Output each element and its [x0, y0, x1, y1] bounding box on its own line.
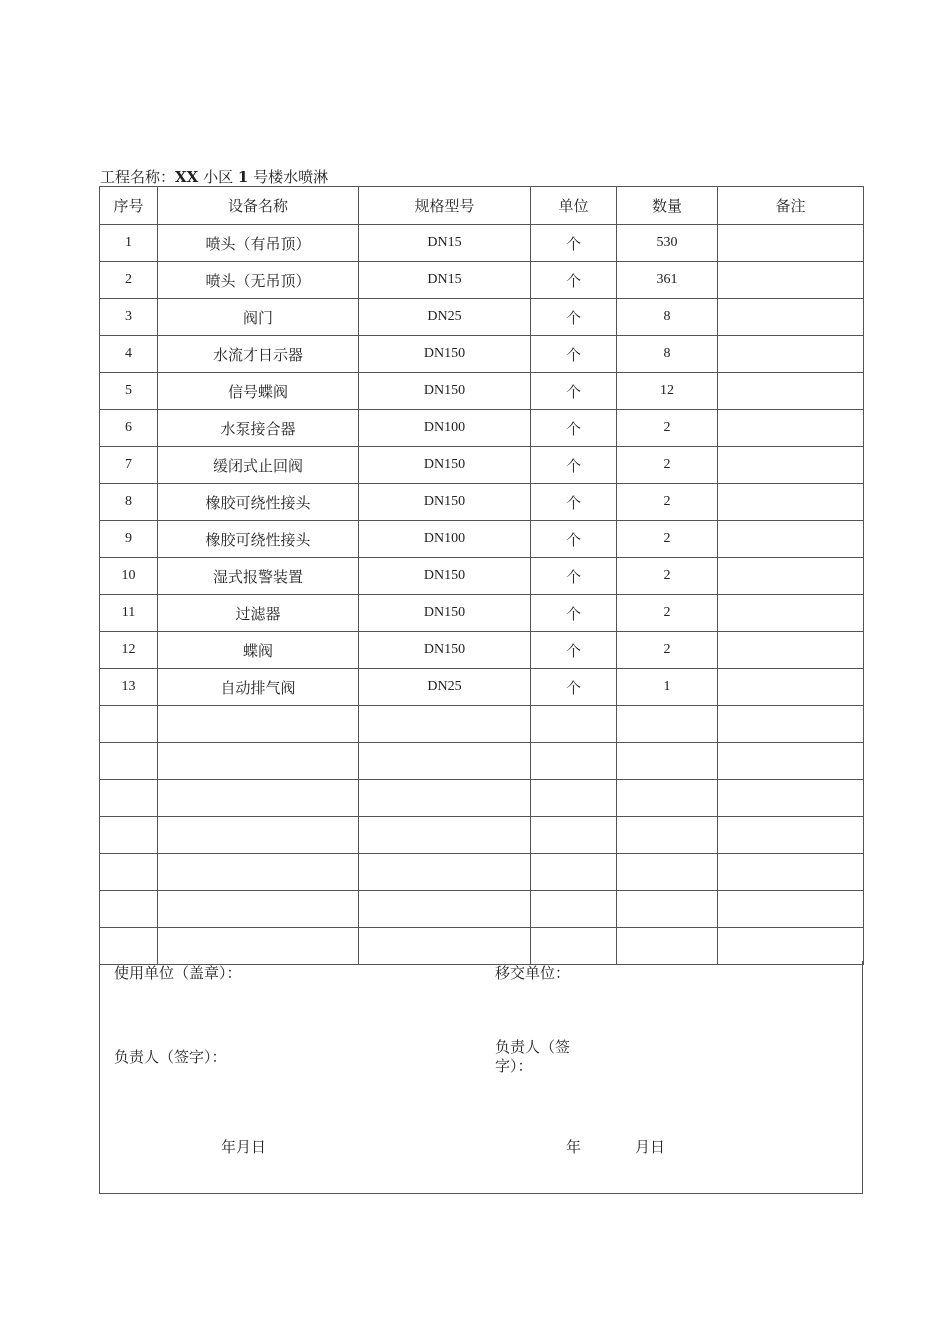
user-unit-label: 使用单位（盖章）： [114, 964, 242, 982]
table-row [100, 558, 864, 595]
unit-cell: 个 [531, 484, 617, 521]
row-number-cell: 9 [100, 521, 158, 558]
table-row [100, 225, 864, 262]
unit-cell [531, 706, 617, 743]
row-number-cell: 10 [100, 558, 158, 595]
table-row [100, 817, 864, 854]
spec-model-cell [359, 854, 531, 891]
spec-model-cell [359, 928, 531, 965]
table-row [100, 780, 864, 817]
row-number-cell [100, 928, 158, 965]
row-number-cell [100, 854, 158, 891]
table-row [100, 595, 864, 632]
remark-cell [718, 262, 864, 299]
table-header-row [100, 187, 864, 225]
remark-cell [718, 817, 864, 854]
quantity-cell [617, 706, 718, 743]
row-number-cell: 3 [100, 299, 158, 336]
table-row [100, 484, 864, 521]
table-row [100, 854, 864, 891]
remark-cell [718, 373, 864, 410]
row-number-cell: 11 [100, 595, 158, 632]
remark-cell [718, 558, 864, 595]
row-number-cell: 4 [100, 336, 158, 373]
row-number-cell [100, 743, 158, 780]
quantity-cell: 2 [617, 595, 718, 632]
unit-cell [531, 817, 617, 854]
quantity-cell [617, 891, 718, 928]
equipment-name-cell: 蝶阀 [158, 632, 359, 669]
equipment-name-cell [158, 891, 359, 928]
unit-cell [531, 928, 617, 965]
project-name-prefix: XX [175, 168, 199, 186]
project-label: 工程名称： [100, 168, 176, 186]
table-row [100, 447, 864, 484]
equipment-name-cell: 喷头（无吊顶） [158, 262, 359, 299]
table-row [100, 743, 864, 780]
unit-cell [531, 854, 617, 891]
date-right-month-day: 月日 [635, 1138, 666, 1156]
spec-model-cell [359, 706, 531, 743]
table-row [100, 410, 864, 447]
project-name-area: 小区 [203, 168, 234, 186]
spec-model-cell: DN25 [359, 299, 531, 336]
row-number-cell [100, 817, 158, 854]
equipment-name-cell [158, 743, 359, 780]
unit-cell: 个 [531, 521, 617, 558]
spec-model-cell: DN150 [359, 595, 531, 632]
unit-cell: 个 [531, 410, 617, 447]
spec-model-cell [359, 780, 531, 817]
quantity-cell: 2 [617, 484, 718, 521]
table-row [100, 706, 864, 743]
quantity-cell: 2 [617, 410, 718, 447]
equipment-name-cell: 自动排气阀 [158, 669, 359, 706]
row-number-cell: 1 [100, 225, 158, 262]
equipment-name-cell: 信号蝶阀 [158, 373, 359, 410]
row-number-cell: 13 [100, 669, 158, 706]
remark-cell [718, 521, 864, 558]
spec-model-cell: DN150 [359, 632, 531, 669]
header-cell: 单位 [531, 187, 617, 225]
spec-model-cell: DN15 [359, 225, 531, 262]
remark-cell [718, 706, 864, 743]
quantity-cell [617, 817, 718, 854]
unit-cell: 个 [531, 262, 617, 299]
spec-model-cell: DN150 [359, 447, 531, 484]
quantity-cell: 2 [617, 521, 718, 558]
quantity-cell [617, 854, 718, 891]
signature-section [99, 961, 863, 1194]
spec-model-cell: DN100 [359, 410, 531, 447]
spec-model-cell [359, 817, 531, 854]
header-cell: 备注 [718, 187, 864, 225]
project-name-suffix: 号楼水喷淋 [253, 168, 329, 186]
quantity-cell: 12 [617, 373, 718, 410]
remark-cell [718, 484, 864, 521]
unit-cell [531, 743, 617, 780]
unit-cell: 个 [531, 558, 617, 595]
spec-model-cell: DN150 [359, 484, 531, 521]
row-number-cell: 8 [100, 484, 158, 521]
row-number-cell: 7 [100, 447, 158, 484]
quantity-cell: 530 [617, 225, 718, 262]
responsible-right-label [495, 1038, 570, 1076]
responsible-left-label: 负责人（签字）： [114, 1048, 227, 1066]
quantity-cell: 8 [617, 299, 718, 336]
responsible-right-line2: 字）： [495, 1057, 533, 1075]
responsible-right-line1: 负责人（签 [495, 1038, 571, 1056]
quantity-cell: 361 [617, 262, 718, 299]
equipment-name-cell [158, 780, 359, 817]
remark-cell [718, 336, 864, 373]
header-cell: 序号 [100, 187, 158, 225]
remark-cell [718, 854, 864, 891]
equipment-name-cell [158, 706, 359, 743]
remark-cell [718, 928, 864, 965]
equipment-name-cell: 过滤器 [158, 595, 359, 632]
quantity-cell: 2 [617, 558, 718, 595]
unit-cell [531, 891, 617, 928]
row-number-cell: 12 [100, 632, 158, 669]
row-number-cell: 5 [100, 373, 158, 410]
equipment-name-cell [158, 854, 359, 891]
quantity-cell [617, 928, 718, 965]
spec-model-cell: DN15 [359, 262, 531, 299]
equipment-name-cell: 缓闭式止回阀 [158, 447, 359, 484]
row-number-cell [100, 891, 158, 928]
quantity-cell: 2 [617, 632, 718, 669]
remark-cell [718, 669, 864, 706]
remark-cell [718, 891, 864, 928]
table-row [100, 669, 864, 706]
quantity-cell [617, 743, 718, 780]
equipment-name-cell: 水泵接合器 [158, 410, 359, 447]
quantity-cell: 8 [617, 336, 718, 373]
table-row [100, 891, 864, 928]
equipment-name-cell: 水流才日示器 [158, 336, 359, 373]
remark-cell [718, 632, 864, 669]
spec-model-cell [359, 891, 531, 928]
remark-cell [718, 299, 864, 336]
quantity-cell: 1 [617, 669, 718, 706]
header-cell: 规格型号 [359, 187, 531, 225]
equipment-name-cell: 阀门 [158, 299, 359, 336]
row-number-cell [100, 706, 158, 743]
remark-cell [718, 410, 864, 447]
project-name-number: 1 [237, 168, 249, 186]
remark-cell [718, 447, 864, 484]
spec-model-cell: DN150 [359, 558, 531, 595]
unit-cell: 个 [531, 595, 617, 632]
spec-model-cell [359, 743, 531, 780]
unit-cell [531, 780, 617, 817]
project-name-line [100, 168, 328, 186]
spec-model-cell: DN100 [359, 521, 531, 558]
equipment-name-cell: 橡胶可绕性接头 [158, 484, 359, 521]
equipment-table [99, 186, 864, 965]
quantity-cell [617, 780, 718, 817]
remark-cell [718, 225, 864, 262]
remark-cell [718, 743, 864, 780]
header-cell: 数量 [617, 187, 718, 225]
spec-model-cell: DN150 [359, 336, 531, 373]
header-cell: 设备名称 [158, 187, 359, 225]
equipment-name-cell: 橡胶可绕性接头 [158, 521, 359, 558]
row-number-cell: 6 [100, 410, 158, 447]
equipment-name-cell: 喷头（有吊顶） [158, 225, 359, 262]
table-row [100, 928, 864, 965]
table-row [100, 299, 864, 336]
table-row [100, 632, 864, 669]
date-right-year: 年 [566, 1138, 582, 1156]
quantity-cell: 2 [617, 447, 718, 484]
table-row [100, 336, 864, 373]
date-left: 年月日 [221, 1138, 267, 1156]
unit-cell: 个 [531, 299, 617, 336]
unit-cell: 个 [531, 336, 617, 373]
equipment-name-cell [158, 817, 359, 854]
spec-model-cell: DN25 [359, 669, 531, 706]
transfer-unit-label: 移交单位： [495, 964, 571, 982]
table-row [100, 373, 864, 410]
unit-cell: 个 [531, 632, 617, 669]
spec-model-cell: DN150 [359, 373, 531, 410]
unit-cell: 个 [531, 225, 617, 262]
remark-cell [718, 780, 864, 817]
unit-cell: 个 [531, 447, 617, 484]
unit-cell: 个 [531, 373, 617, 410]
table-row [100, 262, 864, 299]
table-row [100, 521, 864, 558]
row-number-cell: 2 [100, 262, 158, 299]
row-number-cell [100, 780, 158, 817]
equipment-name-cell [158, 928, 359, 965]
equipment-name-cell: 湿式报警装置 [158, 558, 359, 595]
unit-cell: 个 [531, 669, 617, 706]
remark-cell [718, 595, 864, 632]
